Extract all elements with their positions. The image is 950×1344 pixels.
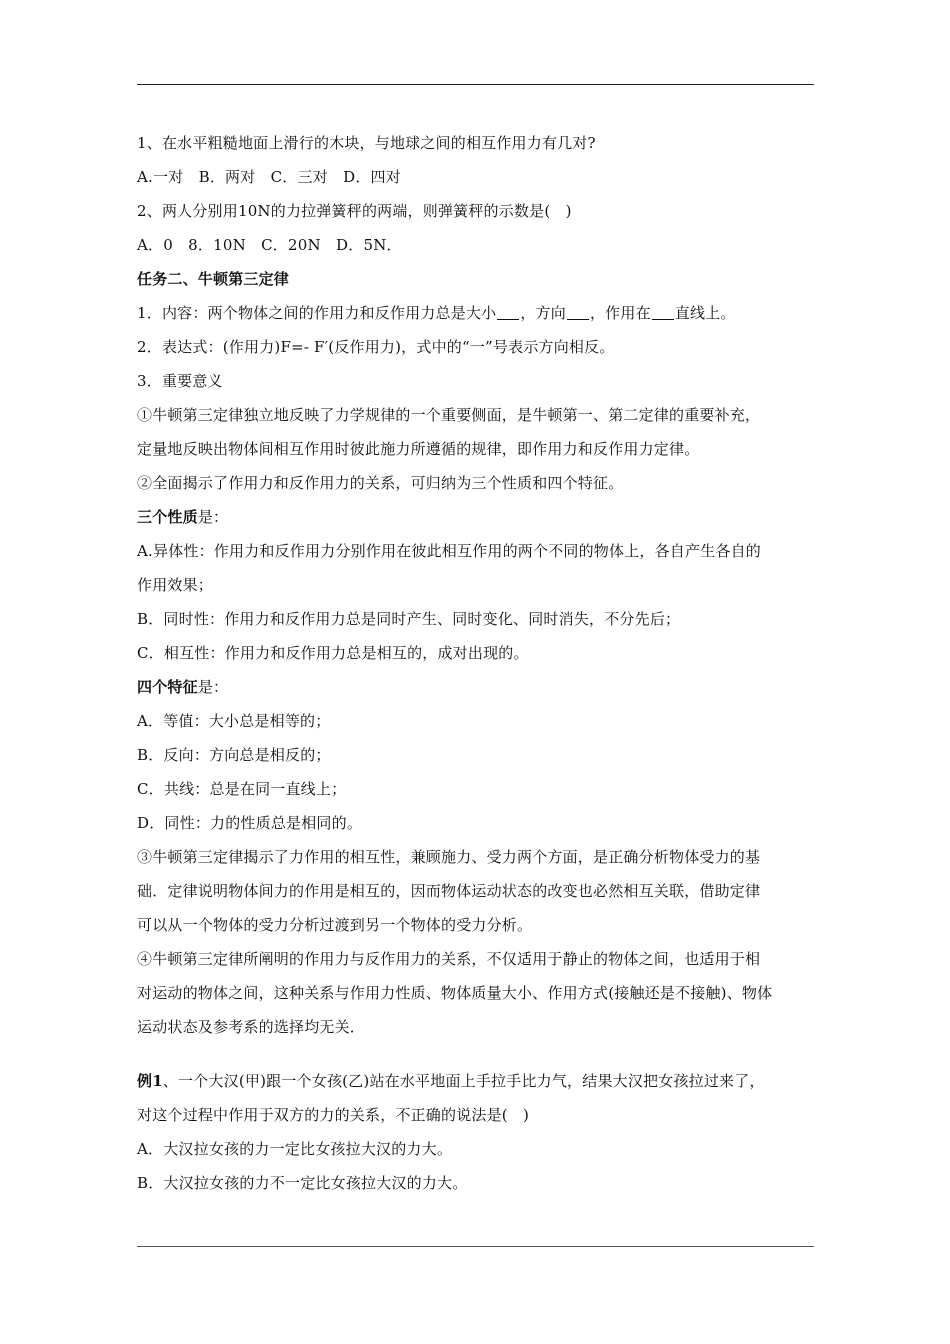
- example-1-line1: [137, 1064, 817, 1098]
- significance-1-line2: 定量地反映出物体间相互作用时彼此施力所遵循的规律，即作用力和反作用力定律。: [137, 440, 700, 458]
- significance-4-line1: ④牛顿第三定律所阐明的作用力与反作用力的关系，不仅适用于静止的物体之间，也适用于相: [137, 950, 761, 968]
- spacer: [137, 1044, 817, 1064]
- feature-b: B．反向：方向总是相反的；: [137, 746, 331, 764]
- property-a-line1: A.异体性：作用力和反作用力分别作用在彼此相互作用的两个不同的物体上，各自产生各自的: [137, 542, 762, 560]
- content-item-2: 2．表达式：(作用力)F=- F′(反作用力)，式中的“一”号表示方向相反。: [137, 338, 615, 356]
- heading-tail: 是：: [197, 508, 229, 526]
- four-features-label: 四个特征: [137, 678, 198, 696]
- property-c: C．相互性：作用力和反作用力总是相互的，成对出现的。: [137, 644, 529, 662]
- three-properties-label: 三个性质: [137, 508, 198, 526]
- content-item-1: [137, 296, 817, 330]
- significance-3-line2: 础．定律说明物体间力的作用是相互的，因而物体运动状态的改变也必然相互关联，借助定律: [137, 882, 761, 900]
- example-1-option-b: B．大汉拉女孩的力不一定比女孩拉大汉的力大。: [137, 1174, 468, 1192]
- footer-rule: [137, 1246, 814, 1247]
- significance-3-line3: 可以从一个物体的受力分析过渡到另一个物体的受力分析。: [137, 916, 533, 934]
- feature-c: C．共线：总是在同一直线上；: [137, 780, 347, 798]
- section-heading-task2: 任务二、牛顿第三定律: [137, 270, 290, 288]
- significance-3-line1: ③牛顿第三定律揭示了力作用的相互性，兼顾施力、受力两个方面，是正确分析物体受力的基: [137, 848, 761, 866]
- heading-tail: 是：: [197, 678, 229, 696]
- question-2: 2、两人分别用10N的力拉弹簧秤的两端，则弹簧秤的示数是( ): [137, 202, 572, 220]
- example-label: 例1: [137, 1072, 163, 1090]
- feature-a: A．等值：大小总是相等的；: [137, 712, 331, 730]
- question-2-options: A．0 8．10N C．20N D．5N．: [137, 236, 402, 254]
- fill-blank: [497, 305, 519, 320]
- content-text: 1．内容：两个物体之间的作用力和反作用力总是大小: [137, 304, 497, 322]
- content-item-3: 3．重要意义: [137, 372, 223, 390]
- significance-2: ②全面揭示了作用力和反作用力的关系，可归纳为三个性质和四个特征。: [137, 474, 624, 492]
- example-1-line2: 对这个过程中作用于双方的力的关系，不正确的说法是( ): [137, 1106, 530, 1124]
- header-rule: [137, 84, 814, 85]
- significance-1-line1: ①牛顿第三定律独立地反映了力学规律的一个重要侧面，是牛顿第一、第二定律的重要补充，: [137, 406, 761, 424]
- content-text: ，方向: [520, 304, 566, 322]
- significance-4-line2: 对运动的物体之间，这种关系与作用力性质、物体质量大小、作用方式(接触还是不接触)、物体: [137, 984, 773, 1002]
- fill-blank: [567, 305, 589, 320]
- three-properties-heading: [137, 500, 817, 534]
- property-b: B．同时性：作用力和反作用力总是同时产生、同时变化、同时消失，不分先后；: [137, 610, 681, 628]
- four-features-heading: [137, 670, 817, 704]
- question-1-options: A.一对 B．两对 C．三对 D．四对: [137, 168, 401, 186]
- question-1: 1、在水平粗糙地面上滑行的木块，与地球之间的相互作用力有几对?: [137, 134, 596, 152]
- content-text: 直线上。: [674, 304, 736, 322]
- document-body: [137, 126, 817, 1200]
- feature-d: D．同性：力的性质总是相同的。: [137, 814, 363, 832]
- example-1-option-a: A．大汉拉女孩的力一定比女孩拉大汉的力大。: [137, 1140, 453, 1158]
- content-text: ，作用在: [589, 304, 651, 322]
- example-text: 、一个大汉(甲)跟一个女孩(乙)站在水平地面上手拉手比力气，结果大汉把女孩拉过来了，: [162, 1072, 765, 1090]
- property-a-line2: 作用效果；: [137, 576, 214, 594]
- fill-blank: [652, 305, 674, 320]
- significance-4-line3: 运动状态及参考系的选择均无关．: [137, 1018, 366, 1036]
